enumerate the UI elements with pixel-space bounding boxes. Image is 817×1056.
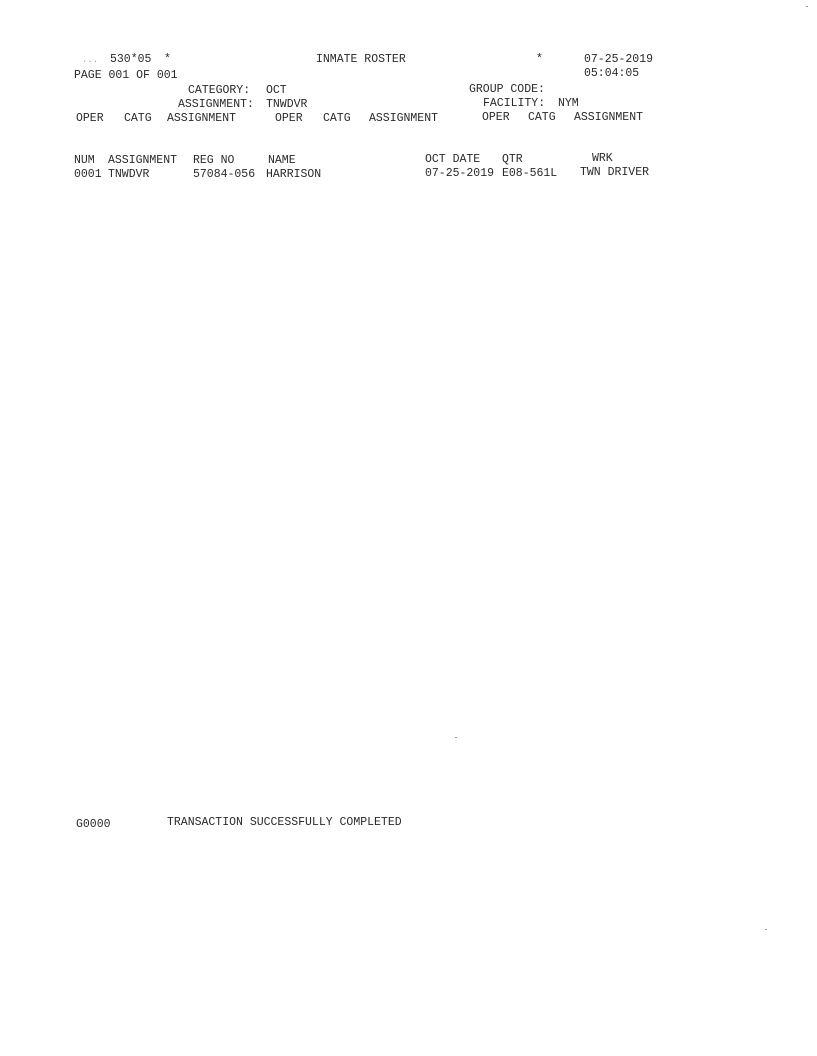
filter-catg-header-2: CATG xyxy=(323,112,351,125)
status-message: TRANSACTION SUCCESSFULLY COMPLETED xyxy=(167,816,402,829)
col-header-num: NUM xyxy=(74,154,95,167)
col-header-name: NAME xyxy=(268,154,296,167)
filter-assignment-header-3: ASSIGNMENT xyxy=(574,111,644,124)
assignment-value: TNWDVR xyxy=(266,98,308,111)
row-qtr: E08-561L xyxy=(502,167,558,180)
category-label: CATEGORY: xyxy=(188,84,251,97)
row-reg-no: 57084-056 xyxy=(193,168,256,181)
row-assignment: TNWDVR xyxy=(108,168,150,181)
facility-value: NYM xyxy=(558,97,579,110)
scan-speck xyxy=(455,737,457,738)
group-code-label: GROUP CODE: xyxy=(469,83,545,96)
filter-oper-header-2: OPER xyxy=(275,112,303,125)
col-header-qtr: QTR xyxy=(502,153,523,166)
col-header-oct-date: OCT DATE xyxy=(425,153,481,166)
filter-catg-header-3: CATG xyxy=(528,111,556,124)
filter-oper-header-1: OPER xyxy=(76,112,104,125)
scan-speck xyxy=(806,6,808,7)
row-num: 0001 xyxy=(74,168,102,181)
col-header-reg-no: REG NO xyxy=(193,154,235,167)
header-prefix-faint: ... xyxy=(82,55,99,65)
filter-assignment-header-2: ASSIGNMENT xyxy=(369,112,439,125)
col-header-wrk: WRK xyxy=(592,152,613,165)
filter-assignment-header-1: ASSIGNMENT xyxy=(167,112,237,125)
status-code: G0000 xyxy=(76,818,111,831)
page-title: INMATE ROSTER xyxy=(316,53,406,66)
row-wrk: TWN DRIVER xyxy=(580,166,650,179)
page-number: PAGE 001 OF 001 xyxy=(74,69,178,82)
category-value: OCT xyxy=(266,84,287,97)
row-name: HARRISON xyxy=(266,168,322,181)
filter-catg-header-1: CATG xyxy=(124,112,152,125)
header-time: 05:04:05 xyxy=(584,67,640,80)
header-date: 07-25-2019 xyxy=(584,53,654,66)
scan-speck xyxy=(765,929,767,930)
header-prefix-star: * xyxy=(164,53,171,66)
header-prefix-code: 530*05 xyxy=(110,53,152,66)
col-header-assignment: ASSIGNMENT xyxy=(108,154,178,167)
header-star-right: * xyxy=(536,53,543,66)
filter-oper-header-3: OPER xyxy=(482,111,510,124)
facility-label: FACILITY: xyxy=(483,97,546,110)
assignment-label: ASSIGNMENT: xyxy=(178,98,254,111)
row-oct-date: 07-25-2019 xyxy=(425,167,495,180)
